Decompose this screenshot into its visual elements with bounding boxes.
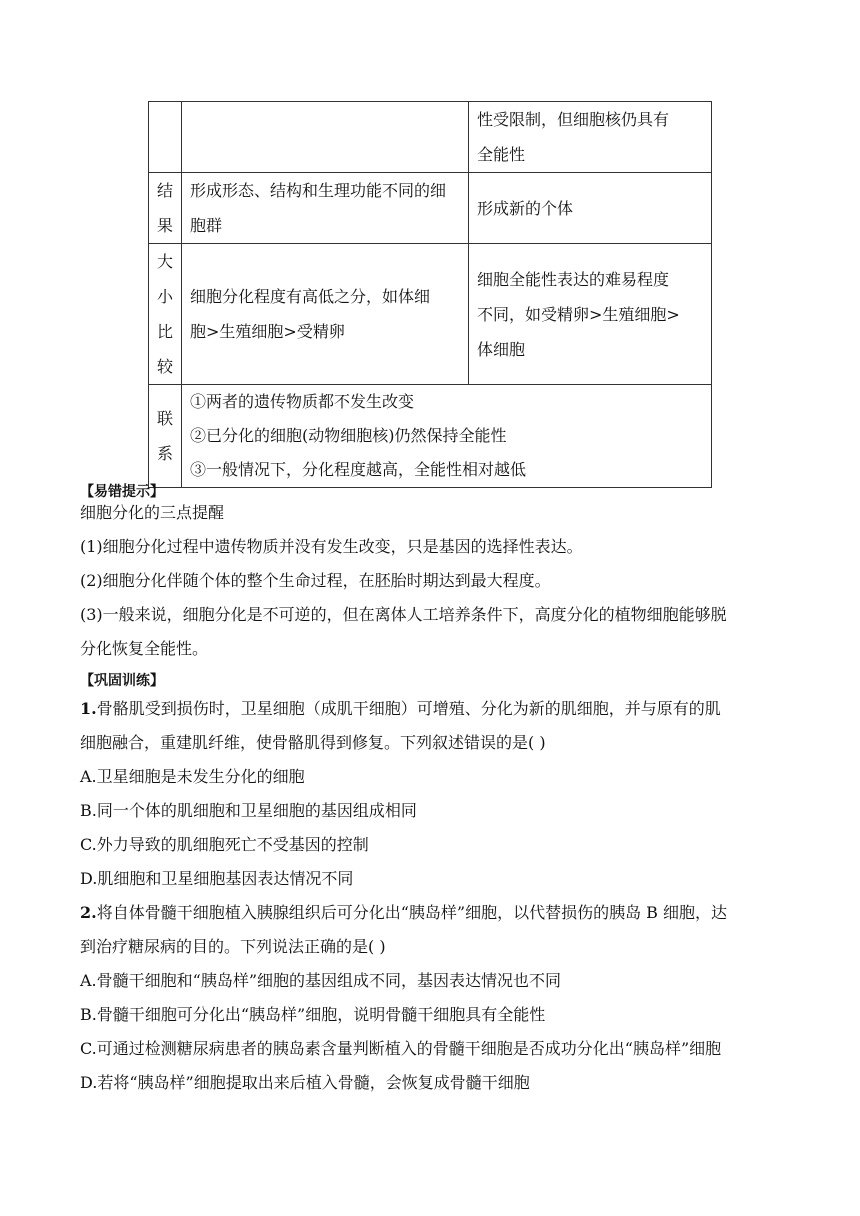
row-label-char: 比 — [156, 322, 173, 341]
table-row — [149, 244, 712, 385]
option-c: C.可通过检测糖尿病患者的胰岛素含量判断植入的骨髓干细胞是否成功分化出“胰岛样”细胞 — [80, 1039, 722, 1058]
row-label-cell — [149, 102, 182, 173]
tip-body — [80, 496, 780, 666]
cell-line: 性受限制，但细胞核仍具有 — [477, 110, 670, 129]
tip-item: (1)细胞分化过程中遗传物质并没有发生改变，只是基因的选择性表达。 — [80, 537, 583, 556]
row-label-cell — [149, 244, 182, 385]
option-c: C.外力导致的肌细胞死亡不受基因的控制 — [80, 835, 369, 854]
option-d: D.肌细胞和卫星细胞基因表达情况不同 — [80, 869, 354, 888]
cell-line: 形成形态、结构和生理功能不同的细 — [190, 181, 447, 200]
cell-line: 细胞全能性表达的难易程度 — [477, 269, 670, 289]
cell-line: 不同，如受精卵>生殖细胞> — [477, 304, 680, 324]
question-number: 1. — [80, 699, 97, 718]
question-1 — [80, 692, 780, 896]
row-label-char: 果 — [156, 216, 173, 235]
question-stem-line: 到治疗糖尿病的目的。下列说法正确的是( ) — [80, 937, 386, 956]
row-label-cell — [149, 385, 182, 488]
table-cell — [469, 173, 712, 244]
table-row — [149, 385, 712, 488]
cell-line: ②已分化的细胞(动物细胞核)仍然保持全能性 — [190, 426, 507, 445]
cell-line: 胞群 — [190, 216, 223, 235]
option-d: D.若将“胰岛样”细胞提取出来后植入骨髓，会恢复成骨髓干细胞 — [80, 1073, 530, 1092]
table-cell — [182, 244, 469, 385]
tip-item: (2)细胞分化伴随个体的整个生命过程，在胚胎时期达到最大程度。 — [80, 571, 551, 590]
row-label-char: 较 — [156, 357, 173, 376]
question-number: 2. — [80, 903, 97, 922]
table-cell — [182, 173, 469, 244]
row-label-char: 系 — [156, 444, 173, 463]
row-label-char: 结 — [156, 181, 173, 200]
tip-item: 分化恢复全能性。 — [80, 639, 209, 658]
question-stem-line: 将自体骨髓干细胞植入胰腺组织后可分化出“胰岛样”细胞，以代替损伤的胰岛 B 细胞，达 — [96, 903, 727, 922]
tip-heading: 【易错提示】 — [80, 484, 164, 500]
table-row — [149, 173, 712, 244]
table-cell — [182, 385, 712, 488]
cell-line: 全能性 — [477, 145, 526, 164]
cell-line: 胞>生殖细胞>受精卵 — [190, 322, 345, 341]
row-label-char: 联 — [156, 409, 173, 428]
tip-intro: 细胞分化的三点提醒 — [80, 503, 225, 522]
question-stem-line: 细胞融合，重建肌纤维，使骨骼肌得到修复。下列叙述错误的是( ) — [80, 733, 546, 752]
comparison-table — [148, 101, 712, 488]
table-cell — [469, 102, 712, 173]
cell-line: ③一般情况下，分化程度越高，全能性相对越低 — [190, 460, 527, 479]
table-cell — [469, 244, 712, 385]
practice-heading: 【巩固训练】 — [80, 673, 164, 689]
question-stem-line: 骨骼肌受到损伤时，卫星细胞（成肌干细胞）可增殖、分化为新的肌细胞，并与原有的肌 — [96, 699, 721, 718]
table-cell — [182, 102, 469, 173]
cell-line: ①两者的遗传物质都不发生改变 — [190, 392, 415, 411]
row-label-char: 小 — [156, 287, 173, 306]
option-b: B.同一个体的肌细胞和卫星细胞的基因组成相同 — [80, 801, 417, 820]
option-a: A.卫星细胞是未发生分化的细胞 — [80, 767, 305, 786]
question-2 — [80, 896, 780, 1100]
cell-line: 体细胞 — [477, 339, 526, 359]
tip-item: (3)一般来说，细胞分化是不可逆的，但在离体人工培养条件下，高度分化的植物细胞能够脱 — [80, 605, 727, 624]
table-row — [149, 102, 712, 173]
row-label-cell — [149, 173, 182, 244]
cell-line: 形成新的个体 — [477, 198, 574, 218]
cell-line: 细胞分化程度有高低之分，如体细 — [190, 287, 431, 306]
question-stem — [80, 692, 780, 726]
question-stem — [80, 896, 780, 930]
row-label-char: 大 — [156, 252, 173, 271]
option-a: A.骨髓干细胞和“胰岛样”细胞的基因组成不同，基因表达情况也不同 — [80, 971, 562, 990]
option-b: B.骨髓干细胞可分化出“胰岛样”细胞，说明骨髓干细胞具有全能性 — [80, 1005, 546, 1024]
